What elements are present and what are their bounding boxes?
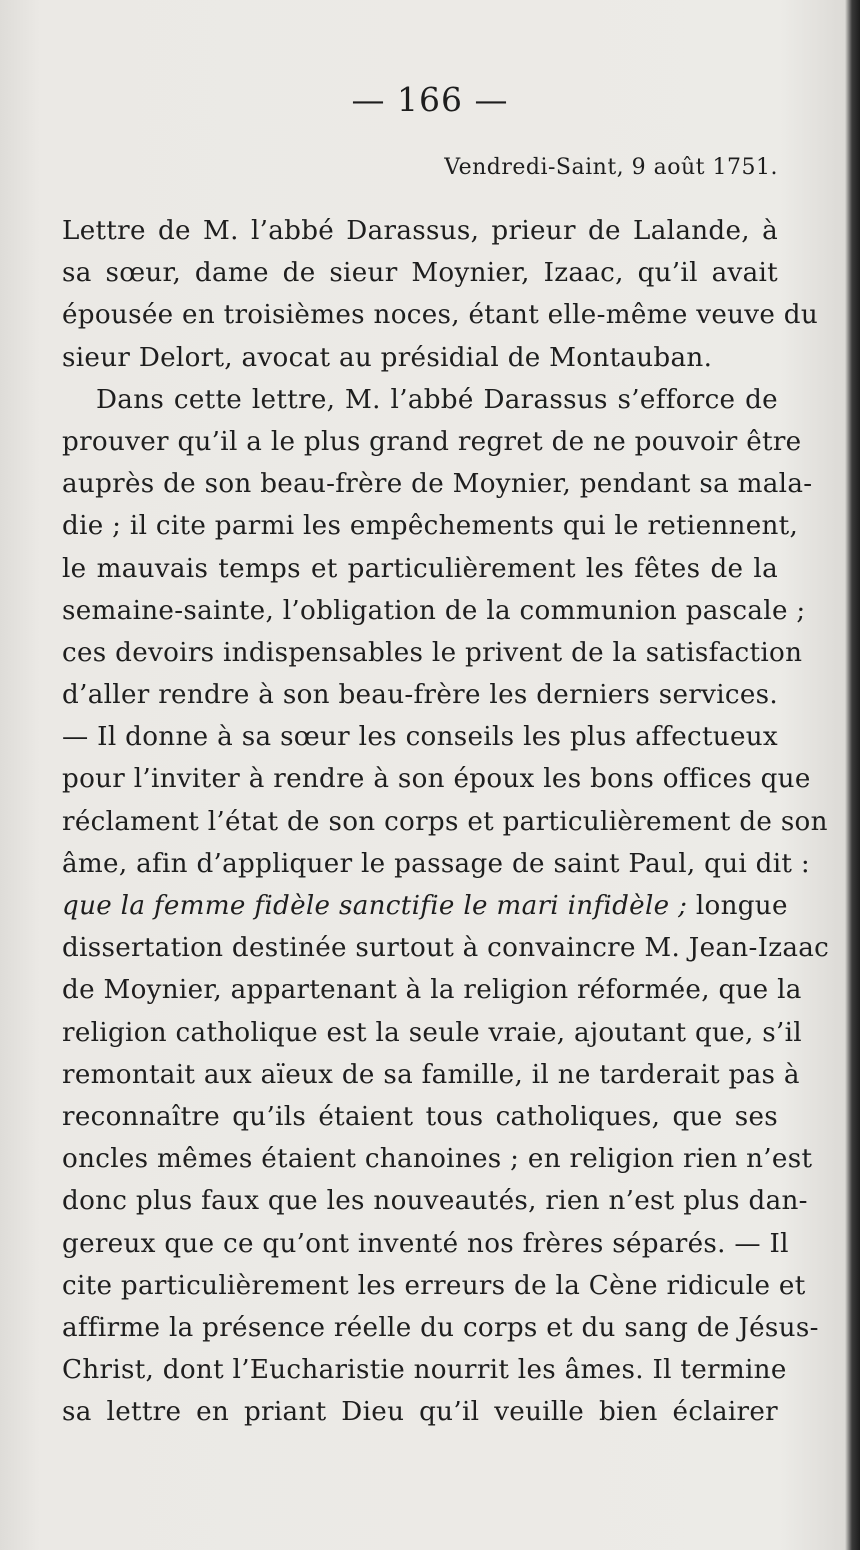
text-line: gereux que ce qu’ont inventé nos frères séparés. — Il: [62, 1228, 789, 1259]
text-line: religion catholique est la seule vraie, ajoutant que, s’il: [62, 1017, 802, 1048]
text-line: Lettre de M. l’abbé Darassus, prieur de Lalande, à: [62, 216, 778, 246]
text-line: sa lettre en priant Dieu qu’il veuille bien éclairer: [62, 1397, 778, 1428]
text-line: pour l’inviter à rendre à son époux les bons offices que: [62, 764, 811, 795]
text-line-rest: longue: [687, 891, 788, 921]
text-line: ces devoirs indispensables le privent de la satisfaction: [62, 637, 803, 668]
text-line: Christ, dont l’Eucharistie nourrit les âmes. Il termine: [62, 1355, 787, 1386]
text-line: d’aller rendre à son beau-frère les derniers services.: [62, 680, 778, 711]
text-line: réclament l’état de son corps et particulièrement de son: [62, 806, 828, 837]
text-line: donc plus faux que les nouveautés, rien n’est plus dan-: [62, 1186, 808, 1217]
text-line: sieur Delort, avocat au présidial de Montauban.: [62, 342, 713, 373]
italic-quote: que la femme fidèle sanctifie le mari infidèle ;: [62, 891, 688, 921]
dateline: Vendredi-Saint, 9 août 1751.: [444, 155, 778, 180]
text-line: die ; il cite parmi les empêchements qui le retiennent,: [62, 511, 799, 542]
text-line: le mauvais temps et particulièrement les fêtes de la: [62, 553, 778, 584]
text-line: cite particulièrement les erreurs de la Cène ridicule et: [62, 1270, 806, 1301]
page-number: — 166 —: [351, 80, 509, 119]
text-line-with-italic: [62, 885, 788, 927]
text-line: auprès de son beau-frère de Moynier, pendant sa mala-: [62, 469, 813, 500]
text-line: affirme la présence réelle du corps et du sang de Jésus-: [62, 1312, 819, 1343]
text-line: remontait aux aïeux de sa famille, il ne tarderait pas à: [62, 1059, 800, 1090]
text-line: semaine-sainte, l’obligation de la communion pascale ;: [62, 595, 806, 626]
text-line: sa sœur, dame de sieur Moynier, Izaac, qu’il avait: [62, 258, 778, 289]
text-line: oncles mêmes étaient chanoines ; en religion rien n’est: [62, 1144, 813, 1175]
text-line: âme, afin d’appliquer le passage de saint Paul, qui dit :: [62, 848, 810, 879]
text-line: Dans cette lettre, M. l’abbé Darassus s’efforce de: [96, 384, 778, 415]
text-line: de Moynier, appartenant à la religion réformée, que la: [62, 975, 802, 1006]
body-text: [62, 210, 830, 1433]
text-line: épousée en troisièmes noces, étant elle-même veuve du: [62, 300, 819, 331]
text-line: — Il donne à sa sœur les conseils les plus affectueux: [62, 722, 778, 753]
text-line: prouver qu’il a le plus grand regret de ne pouvoir être: [62, 426, 802, 457]
text-line: reconnaître qu’ils étaient tous catholiques, que ses: [62, 1101, 778, 1132]
text-line: dissertation destinée surtout à convaincre M. Jean-Izaac: [62, 933, 830, 964]
